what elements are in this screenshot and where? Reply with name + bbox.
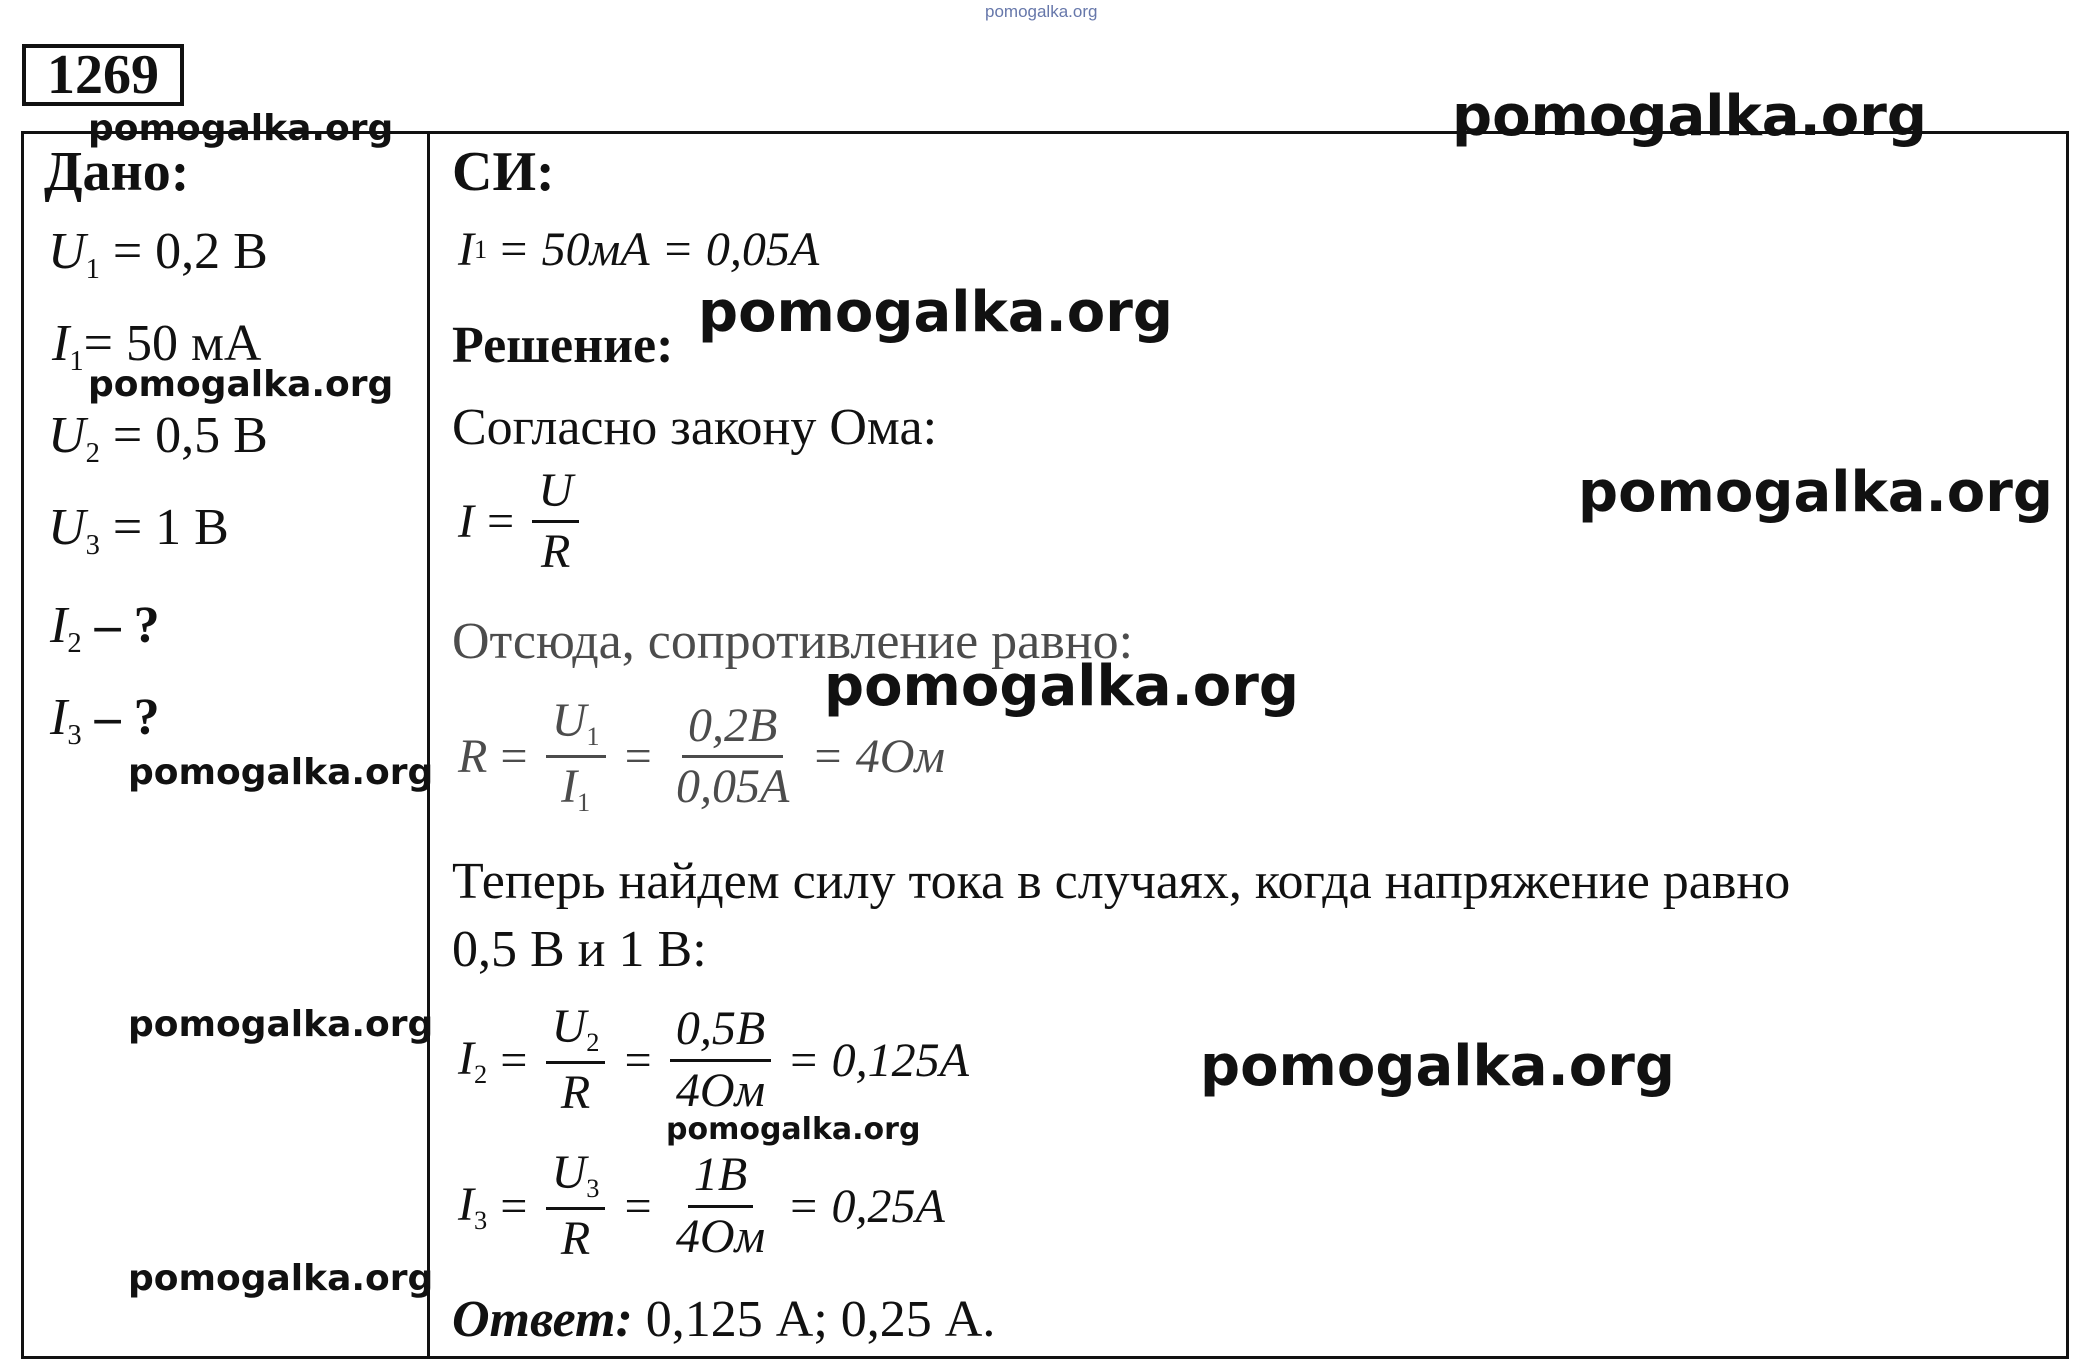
i2-lhs-sub: 2 <box>473 1058 488 1089</box>
res-f1-num-sub: 1 <box>586 721 600 752</box>
i3-f1-num <box>546 1148 606 1210</box>
watermark: pomogalka.org <box>128 752 434 793</box>
i3-lhs-sub: 3 <box>473 1204 488 1235</box>
ohm-intro: Согласно закону Ома: <box>452 399 938 456</box>
i3-f1-num-sym: U <box>551 1146 587 1199</box>
given-i3-sub: 3 <box>67 720 82 751</box>
i2-fraction-2 <box>670 1004 771 1116</box>
si-sub: 1 <box>473 234 488 264</box>
given-u3-symbol: U <box>48 499 86 556</box>
i2-eq2: = <box>621 1033 654 1087</box>
i3-eq2: = <box>621 1179 654 1233</box>
given-i3-symbol: I <box>50 689 68 746</box>
given-i1-value: = 50 мА <box>83 315 262 372</box>
watermark: pomogalka.org <box>128 1004 434 1045</box>
given-i3-unknown: – ? <box>94 689 160 746</box>
current-intro-line2: 0,5 В и 1 В: <box>452 921 707 978</box>
given-u1 <box>48 222 268 286</box>
i3-fraction-1 <box>546 1148 606 1264</box>
watermark: pomogalka.org <box>88 108 394 149</box>
i3-formula <box>458 1148 955 1264</box>
given-i3 <box>50 688 160 752</box>
given-u1-sub: 1 <box>85 254 100 285</box>
given-u3-sub: 3 <box>85 530 100 561</box>
given-heading: Дано: <box>44 141 190 203</box>
i2-f1-num-sym: U <box>551 1000 587 1053</box>
given-u2-value: = 0,5 В <box>112 407 268 464</box>
res-fraction-1 <box>546 696 606 817</box>
answer <box>452 1290 995 1349</box>
res-result: = 4Ом <box>811 729 945 783</box>
i2-eq1: = <box>497 1033 530 1087</box>
resistance-intro: Отсюда, сопротивление равно: <box>452 613 1134 670</box>
res-lhs: R <box>458 729 488 783</box>
i2-formula <box>458 1002 979 1118</box>
given-u3 <box>48 498 229 562</box>
res-f1-den <box>555 758 596 817</box>
top-site-label: pomogalka.org <box>985 2 1098 21</box>
i2-f2-den: 4Ом <box>675 1063 766 1117</box>
watermark: pomogalka.org <box>666 1112 921 1147</box>
watermark: pomogalka.org <box>1452 84 1927 149</box>
si-value: = 50мА = 0,05А <box>497 223 820 276</box>
res-eq1: = <box>497 729 530 783</box>
si-conversion <box>458 222 819 277</box>
i3-lhs-sym: I <box>458 1177 474 1231</box>
res-f1-den-sub: 1 <box>577 787 591 818</box>
given-u2-symbol: U <box>48 407 86 464</box>
si-heading: СИ: <box>452 141 555 203</box>
i3-lhs <box>458 1177 487 1236</box>
given-i2 <box>50 596 160 660</box>
given-u1-symbol: U <box>48 223 86 280</box>
answer-value: 0,125 А; 0,25 А. <box>645 1291 996 1348</box>
watermark: pomogalka.org <box>88 364 394 405</box>
i2-f2-num: 0,5В <box>670 1004 771 1061</box>
i3-f1-num-sub: 3 <box>586 1173 600 1204</box>
given-u1-value: = 0,2 В <box>112 223 268 280</box>
given-u2-sub: 2 <box>85 438 100 469</box>
i3-fraction-2 <box>670 1150 771 1262</box>
i3-eq1: = <box>497 1179 530 1233</box>
ohm-lhs: I <box>458 495 474 549</box>
i2-f1-den: R <box>560 1065 591 1119</box>
problem-number: 1269 <box>22 44 184 106</box>
i3-result: = 0,25А <box>787 1179 945 1233</box>
i2-f1-num-sub: 2 <box>586 1027 600 1058</box>
i3-f2-den: 4Ом <box>675 1209 766 1263</box>
table-divider <box>427 131 430 1359</box>
given-i2-unknown: – ? <box>94 597 160 654</box>
current-intro-line1: Теперь найдем силу тока в случаях, когда напряжение равно <box>452 853 1791 910</box>
ohm-denominator: R <box>541 525 571 579</box>
watermark: pomogalka.org <box>698 280 1173 345</box>
answer-label: Ответ: <box>452 1291 633 1348</box>
ohm-fraction <box>532 466 579 578</box>
watermark: pomogalka.org <box>128 1258 434 1299</box>
given-i2-sub: 2 <box>67 628 82 659</box>
ohm-eq: = <box>483 495 517 549</box>
ohm-numerator: U <box>532 466 579 523</box>
si-symbol: I <box>458 223 474 276</box>
res-f2-den: 0,05А <box>675 759 790 813</box>
i2-result: = 0,125А <box>787 1033 969 1087</box>
given-i1-sub: 1 <box>69 346 84 377</box>
res-fraction-2 <box>670 698 795 813</box>
given-i2-symbol: I <box>50 597 68 654</box>
ohm-law-formula <box>458 466 585 578</box>
i3-f2-num: 1В <box>688 1150 753 1207</box>
given-u3-value: = 1 В <box>112 499 229 556</box>
given-i1-symbol: I <box>52 315 70 372</box>
solution-heading: Решение: <box>452 317 674 374</box>
res-f1-den-sym: I <box>561 759 578 813</box>
watermark: pomogalka.org <box>824 654 1299 719</box>
res-f1-num-sym: U <box>551 694 587 747</box>
res-f1-num <box>546 696 606 758</box>
i2-fraction-1 <box>546 1002 606 1118</box>
res-eq2: = <box>621 729 654 783</box>
watermark: pomogalka.org <box>1578 460 2053 525</box>
res-f2-num: 0,2В <box>682 701 783 758</box>
i2-lhs-sym: I <box>458 1031 474 1085</box>
i3-f1-den: R <box>560 1211 591 1265</box>
i2-lhs <box>458 1031 487 1090</box>
given-u2 <box>48 406 268 470</box>
i2-f1-num <box>546 1002 606 1064</box>
watermark: pomogalka.org <box>1200 1034 1675 1099</box>
